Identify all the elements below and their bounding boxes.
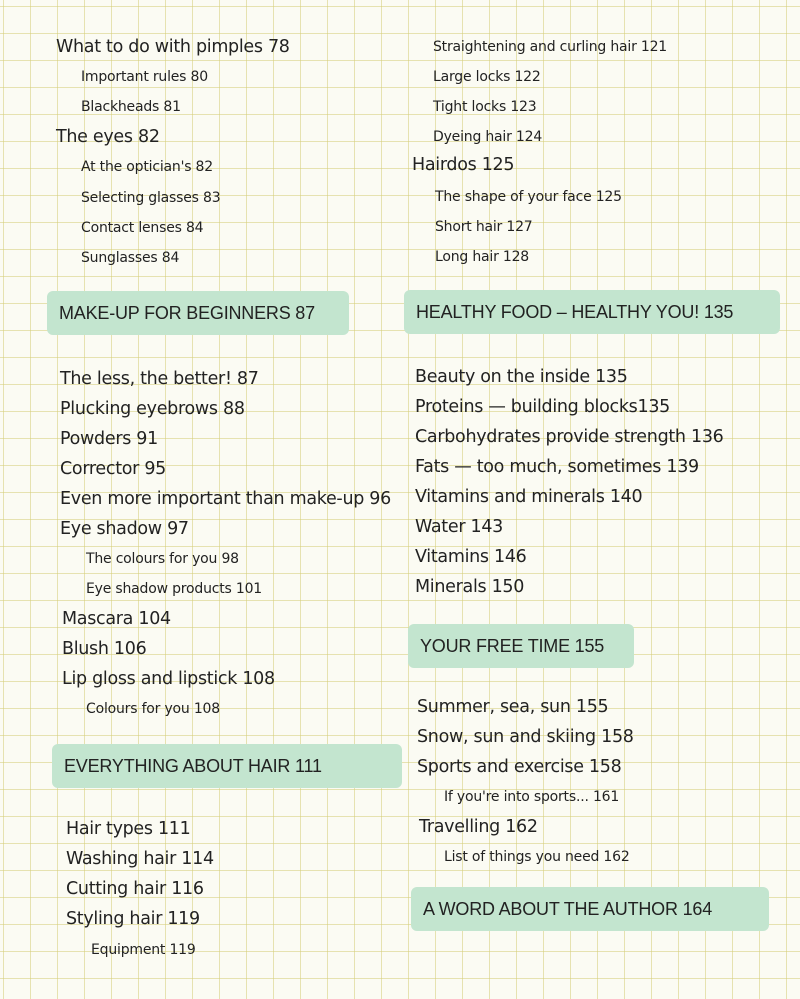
toc-subentry[interactable]: Dyeing hair 124 [433, 129, 543, 145]
toc-entry[interactable]: Vitamins 146 [415, 547, 527, 567]
toc-entry[interactable]: What to do with pimples 78 [56, 37, 290, 57]
toc-entry[interactable]: Powders 91 [60, 429, 158, 449]
toc-subentry[interactable]: Short hair 127 [435, 219, 533, 235]
toc-subentry[interactable]: Eye shadow products 101 [86, 581, 263, 597]
section-heading-hair[interactable]: EVERYTHING ABOUT HAIR 111 [52, 744, 402, 788]
toc-subentry[interactable]: Tight locks 123 [433, 99, 537, 115]
toc-entry[interactable]: Plucking eyebrows 88 [60, 399, 245, 419]
toc-subentry[interactable]: List of things you need 162 [444, 849, 630, 865]
toc-entry[interactable]: Snow, sun and skiing 158 [417, 727, 634, 747]
toc-entry[interactable]: Even more important than make-up 96 [60, 489, 391, 509]
toc-entry[interactable]: The less, the better! 87 [60, 369, 259, 389]
toc-subentry[interactable]: Long hair 128 [435, 249, 529, 265]
toc-entry[interactable]: Water 143 [415, 517, 503, 537]
toc-entry[interactable]: Styling hair 119 [66, 909, 200, 929]
toc-entry[interactable]: Cutting hair 116 [66, 879, 204, 899]
toc-subentry[interactable]: Sunglasses 84 [81, 250, 180, 266]
toc-entry[interactable]: Minerals 150 [415, 577, 525, 597]
toc-subentry[interactable]: Important rules 80 [81, 69, 208, 85]
toc-subentry[interactable]: Large locks 122 [433, 69, 541, 85]
toc-entry[interactable]: Eye shadow 97 [60, 519, 189, 539]
toc-subentry[interactable]: Straightening and curling hair 121 [433, 39, 668, 55]
toc-entry[interactable]: Corrector 95 [60, 459, 167, 479]
toc-entry[interactable]: Summer, sea, sun 155 [417, 697, 609, 717]
toc-entry[interactable]: Blush 106 [62, 639, 147, 659]
toc-subentry[interactable]: If you're into sports... 161 [444, 789, 620, 805]
toc-subentry[interactable]: At the optician's 82 [81, 159, 213, 175]
toc-entry[interactable]: Hair types 111 [66, 819, 191, 839]
section-heading-makeup[interactable]: MAKE-UP FOR BEGINNERS 87 [47, 291, 349, 335]
section-heading-free-time[interactable]: YOUR FREE TIME 155 [408, 624, 634, 668]
toc-entry[interactable]: Vitamins and minerals 140 [415, 487, 643, 507]
toc-entry[interactable]: The eyes 82 [56, 127, 160, 147]
toc-subentry[interactable]: Blackheads 81 [81, 99, 181, 115]
toc-entry[interactable]: Sports and exercise 158 [417, 757, 622, 777]
toc-entry[interactable]: Beauty on the inside 135 [415, 367, 628, 387]
section-heading-author[interactable]: A WORD ABOUT THE AUTHOR 164 [411, 887, 769, 931]
toc-entry[interactable]: Fats — too much, sometimes 139 [415, 457, 699, 477]
toc-entry[interactable]: Proteins — building blocks135 [415, 397, 670, 417]
toc-subentry[interactable]: The shape of your face 125 [435, 189, 622, 205]
toc-subentry[interactable]: The colours for you 98 [86, 551, 239, 567]
section-heading-food[interactable]: HEALTHY FOOD – HEALTHY YOU! 135 [404, 290, 780, 334]
toc-entry[interactable]: Washing hair 114 [66, 849, 214, 869]
toc-subentry[interactable]: Colours for you 108 [86, 701, 220, 717]
toc-entry[interactable]: Travelling 162 [419, 817, 538, 837]
toc-subentry[interactable]: Selecting glasses 83 [81, 190, 221, 206]
toc-entry[interactable]: Hairdos 125 [412, 155, 515, 175]
toc-subentry[interactable]: Contact lenses 84 [81, 220, 204, 236]
toc-entry[interactable]: Mascara 104 [62, 609, 171, 629]
toc-subentry[interactable]: Equipment 119 [91, 942, 196, 958]
toc-entry[interactable]: Lip gloss and lipstick 108 [62, 669, 275, 689]
toc-entry[interactable]: Carbohydrates provide strength 136 [415, 427, 724, 447]
